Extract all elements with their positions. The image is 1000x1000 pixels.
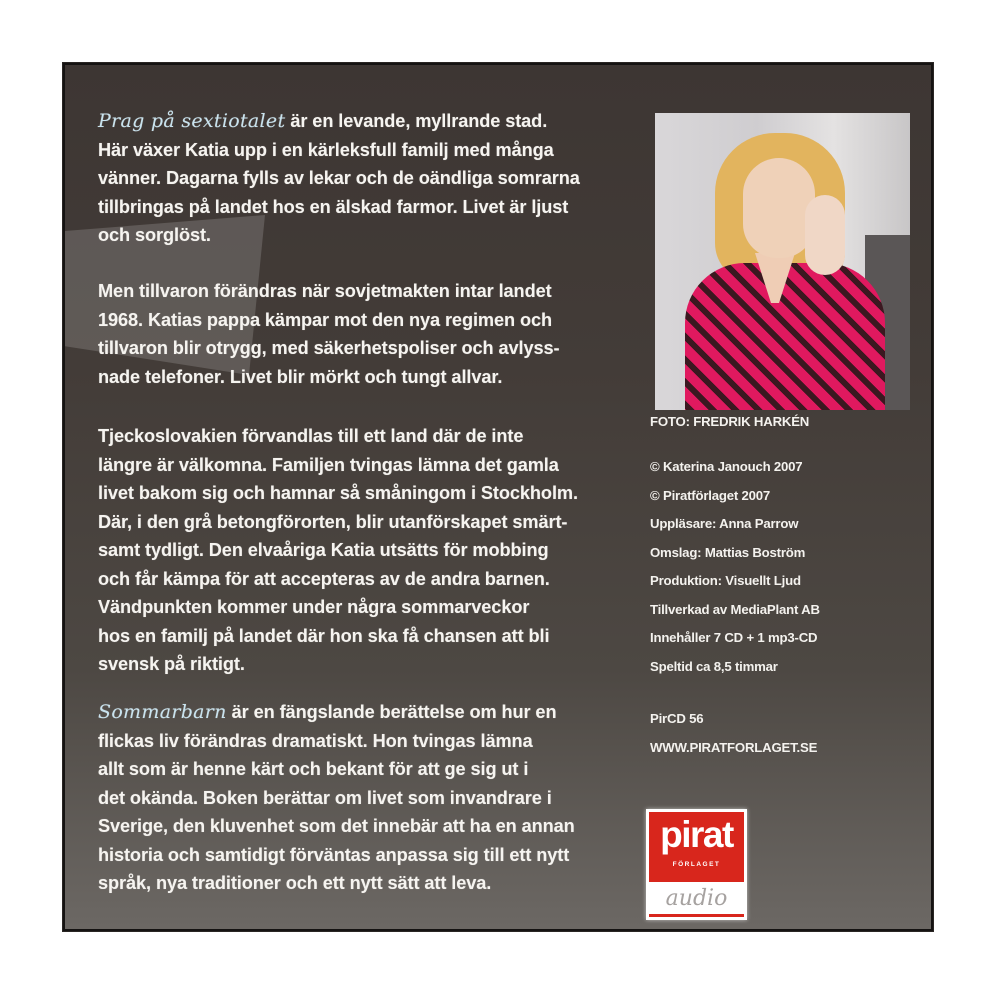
text-line: nade telefoner. Livet blir mörkt och tungt allvar. bbox=[98, 366, 503, 387]
photo-hand bbox=[805, 195, 845, 275]
text-line: vänner. Dagarna fylls av lekar och de oändliga somrarna bbox=[98, 168, 580, 188]
text-line: flickas liv förändras dramatiskt. Hon tvingas lämna bbox=[98, 730, 533, 751]
text-line: svensk på riktigt. bbox=[98, 654, 245, 674]
publisher-website: WWW.PIRATFORLAGET.SE bbox=[650, 739, 818, 755]
author-photo bbox=[655, 113, 910, 410]
text-line: tillbringas på landet hos en älskad farmor. Livet är ljust bbox=[98, 196, 569, 217]
text-line: Sverige, den kluvenhet som det innebär att ha en annan bbox=[98, 816, 575, 836]
text-line: Här växer Katia upp i en kärleksfull familj med många bbox=[98, 139, 554, 160]
text-line: samt tydligt. Den elvaåriga Katia utsätts för mobbing bbox=[98, 540, 549, 560]
text-line: allt som är henne kärt och bekant för att ge sig ut i bbox=[98, 759, 529, 779]
logo-audio-text: audio bbox=[665, 886, 728, 911]
credit-line: Omslag: Mattias Boström bbox=[650, 544, 806, 560]
credits-list bbox=[650, 453, 820, 681]
description-paragraph-1 bbox=[98, 107, 638, 250]
description-paragraph-2 bbox=[98, 277, 638, 391]
text-line: historia och samtidigt förväntas anpassa sig till ett nytt bbox=[98, 844, 570, 865]
pirat-audio-logo bbox=[646, 809, 747, 920]
text-line: är en fängslande berättelse om hur en bbox=[226, 702, 557, 722]
credit-line: Uppläsare: Anna Parrow bbox=[650, 516, 799, 531]
credit-line: © Piratförlaget 2007 bbox=[650, 487, 771, 503]
text-line: Men tillvaron förändras när sovjetmakten intar landet bbox=[98, 281, 552, 301]
catalog-number: PirCD 56 bbox=[650, 711, 704, 726]
text-line: längre är välkomna. Familjen tvingas lämna det gamla bbox=[98, 454, 559, 475]
text-line: tillvaron blir otrygg, med säkerhetspoliser och avlyss- bbox=[98, 338, 560, 358]
credit-line: Innehåller 7 CD + 1 mp3-CD bbox=[650, 630, 818, 645]
description-paragraph-3 bbox=[98, 422, 638, 679]
text-line: är en levande, myllrande stad. bbox=[285, 111, 548, 131]
text-line: och får kämpa för att accepteras av de andra barnen. bbox=[98, 568, 550, 589]
text-line: Vändpunkten kommer under några sommarveckor bbox=[98, 597, 530, 617]
text-line: och sorglöst. bbox=[98, 225, 211, 245]
script-lead-sommarbarn: Sommarbarn bbox=[98, 701, 227, 723]
credit-line: © Katerina Janouch 2007 bbox=[650, 459, 803, 474]
text-line: språk, nya traditioner och ett nytt sätt att leva. bbox=[98, 873, 492, 893]
text-line: hos en familj på landet där hon ska få chansen att bli bbox=[98, 625, 550, 646]
credit-line: Produktion: Visuellt Ljud bbox=[650, 573, 801, 588]
text-line: Där, i den grå betongförorten, blir utanförskapet smärt- bbox=[98, 511, 568, 532]
logo-sub-text: FÖRLAGET bbox=[672, 861, 721, 868]
photo-credit bbox=[650, 408, 809, 437]
script-lead-prag: Prag på sextiotalet bbox=[98, 110, 286, 132]
logo-bottom-bar bbox=[649, 914, 744, 917]
description-paragraph-4 bbox=[98, 698, 638, 898]
catalog-info bbox=[650, 705, 817, 762]
credit-line: Speltid ca 8,5 timmar bbox=[650, 658, 778, 674]
audiobook-back-cover bbox=[63, 63, 933, 931]
text-line: livet bakom sig och hamnar så småningom i Stockholm. bbox=[98, 483, 578, 503]
text-line: 1968. Katias pappa kämpar mot den nya regimen och bbox=[98, 309, 552, 330]
text-line: Tjeckoslovakien förvandlas till ett land där de inte bbox=[98, 426, 524, 446]
logo-brand-text: pirat bbox=[660, 814, 733, 855]
credit-line: Tillverkad av MediaPlant AB bbox=[650, 601, 820, 617]
text-line: det okända. Boken berättar om livet som invandrare i bbox=[98, 787, 552, 808]
photo-patterned-shirt bbox=[685, 263, 885, 410]
photo-credit-text: FOTO: FREDRIK HARKÉN bbox=[650, 414, 810, 429]
